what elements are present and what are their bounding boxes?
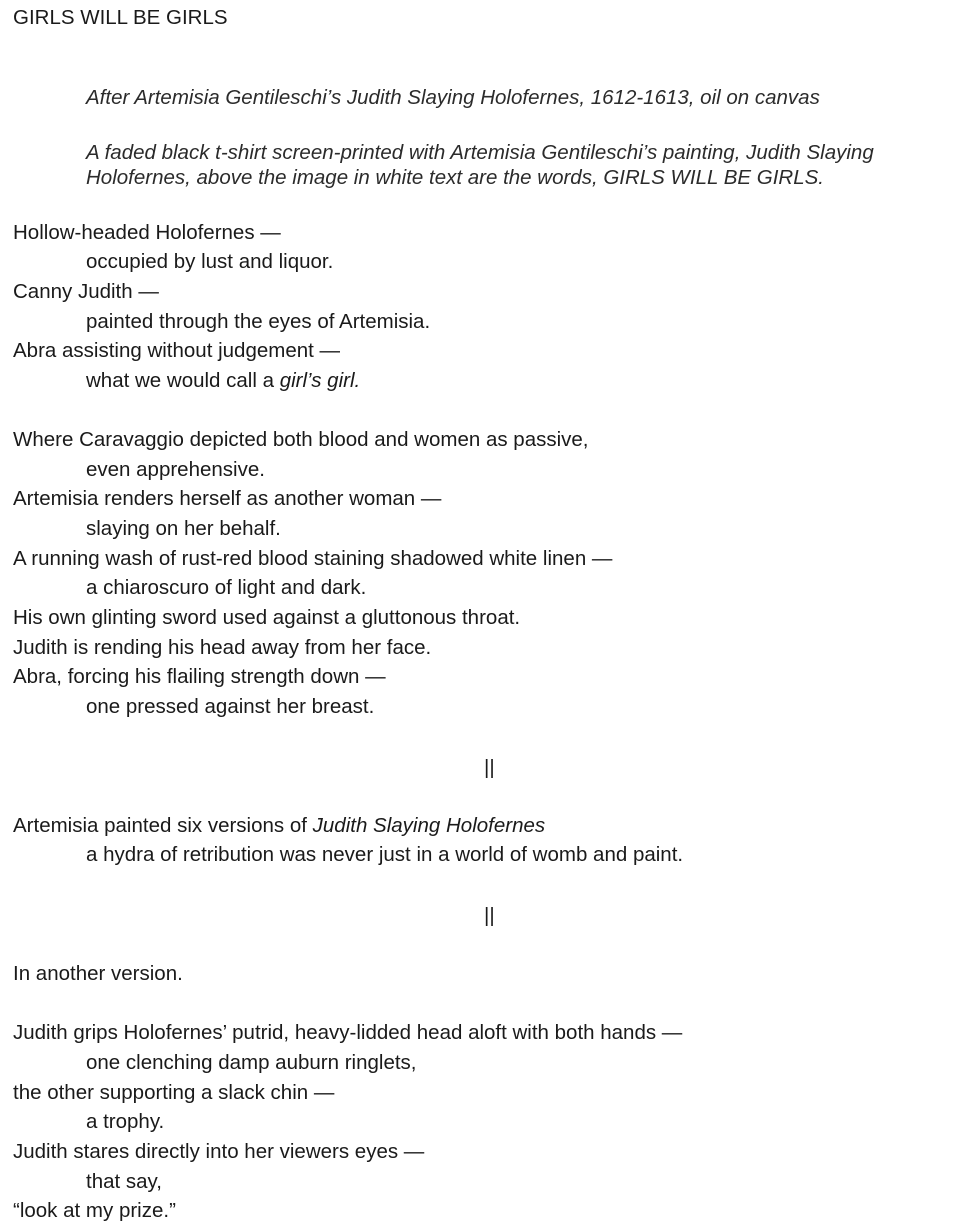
stanza1-line-6-emphasis: girl’s girl.	[279, 369, 361, 392]
stanza5-line-4: a trophy.	[86, 1110, 165, 1133]
stanza2-line-2: even apprehensive.	[86, 458, 265, 481]
stanza5-line-7: “look at my prize.”	[13, 1199, 176, 1222]
stanza5-line-2: one clenching damp auburn ringlets,	[86, 1051, 417, 1074]
stanza3-line-1	[13, 814, 545, 838]
stanza1-line-5: Abra assisting without judgement —	[13, 339, 341, 362]
stanza1-line-3: Canny Judith —	[13, 280, 159, 303]
stanza2-line-7: His own glinting sword used against a gluttonous throat.	[13, 606, 521, 629]
stanza5-line-6: that say,	[86, 1170, 162, 1193]
stanza5-line-5: Judith stares directly into her viewers eyes —	[13, 1140, 425, 1163]
stanza1-line-2: occupied by lust and liquor.	[86, 250, 334, 273]
stanza2-line-6: a chiaroscuro of light and dark.	[86, 576, 367, 599]
stanza2-line-8: Judith is rending his head away from her face.	[13, 636, 432, 659]
stanza2-line-4: slaying on her behalf.	[86, 517, 281, 540]
stanza1-line-6	[86, 369, 360, 393]
stanza2-line-3: Artemisia renders herself as another woman —	[13, 487, 442, 510]
stanza3-line-2: a hydra of retribution was never just in a world of womb and paint.	[86, 843, 684, 866]
stanza2-line-9: Abra, forcing his flailing strength down —	[13, 665, 386, 688]
epigraph-line-2b: Holofernes, above the image in white text are the words, GIRLS WILL BE GIRLS.	[86, 166, 824, 189]
stanza4-line-1: In another version.	[13, 962, 183, 985]
epigraph-line-1: After Artemisia Gentileschi’s Judith Slaying Holofernes, 1612-1613, oil on canvas	[86, 86, 820, 109]
stanza1-line-1: Hollow-headed Holofernes —	[13, 221, 281, 244]
stanza1-line-4: painted through the eyes of Artemisia.	[86, 310, 431, 333]
stanza5-line-3: the other supporting a slack chin —	[13, 1081, 335, 1104]
section-separator-2: ||	[484, 904, 495, 927]
stanza5-line-1: Judith grips Holofernes’ putrid, heavy-lidded head aloft with both hands —	[13, 1021, 683, 1044]
stanza2-line-5: A running wash of rust-red blood staining shadowed white linen —	[13, 547, 613, 570]
stanza2-line-1: Where Caravaggio depicted both blood and women as passive,	[13, 428, 589, 451]
epigraph-line-2a: A faded black t-shirt screen-printed with Artemisia Gentileschi’s painting, Judith Slaying	[86, 141, 874, 164]
poem-title: GIRLS WILL BE GIRLS	[13, 6, 228, 29]
stanza3-line-1-emphasis: Judith Slaying Holofernes	[312, 814, 546, 837]
section-separator-1: ||	[484, 756, 495, 779]
stanza3-line-1-text: Artemisia painted six versions of	[13, 814, 313, 837]
stanza2-line-10: one pressed against her breast.	[86, 695, 375, 718]
stanza1-line-6-text: what we would call a	[86, 369, 280, 392]
